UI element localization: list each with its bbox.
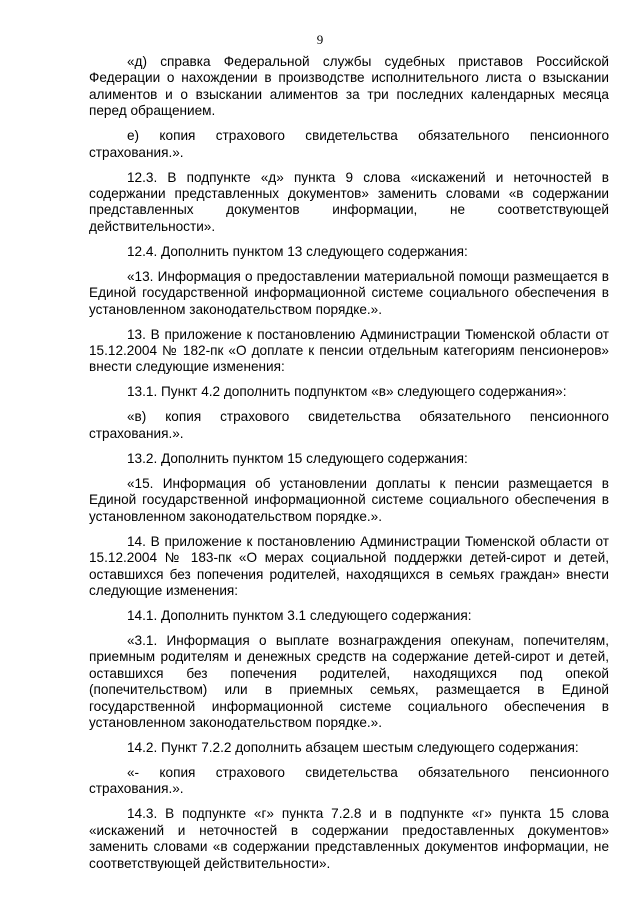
paragraph-15-pension-supplement: «15. Информация об установлении доплаты к пенсии размещается в Единой государственной информационной системе социального обеспечения в установленном законодательством порядке.». bbox=[89, 475, 609, 524]
paragraph-13: 13. В приложение к постановлению Администрации Тюменской области от 15.12.2004 № 182-пк «О доплате к пенсии отдельным категориям пенсионеров» внести следующие изменения: bbox=[89, 326, 609, 375]
document-body bbox=[89, 54, 609, 872]
paragraph-14-2: 14.2. Пункт 7.2.2 дополнить абзацем шестым следующего содержания: bbox=[127, 739, 579, 755]
page-number: 9 bbox=[316, 32, 324, 47]
paragraph-3-1-guardians: «3.1. Информация о выплате вознаграждения опекунам, попечителям, приемным родителям и денежных средств на содержание детей-сирот и детей, оставшихся без попечения родителей, находящихся под опекой (попечительством) или в приемных семьях, размещается в Единой государственной информационной системе социального обеспечения в установленном законодательством порядке.». bbox=[89, 632, 609, 730]
paragraph-14-3: 14.3. В подпункте «г» пункта 7.2.8 и в подпункте «г» пункта 15 слова «искажений и неточностей в содержании предоставленных документов» заменить словами «в содержании представленных документов информации, не соответствующей действительности». bbox=[89, 806, 609, 871]
paragraph-14-1: 14.1. Дополнить пунктом 3.1 следующего содержания: bbox=[127, 607, 472, 623]
paragraph-13-1-v: «в) копия страхового свидетельства обязательного пенсионного страхования.». bbox=[89, 409, 609, 441]
paragraph-12-4: 12.4. Дополнить пунктом 13 следующего содержания: bbox=[127, 243, 468, 259]
paragraph-14-2-insurance-copy: «- копия страхового свидетельства обязательного пенсионного страхования.». bbox=[89, 764, 609, 797]
paragraph-13-material-aid: «13. Информация о предоставлении материальной помощи размещается в Единой государственной информационной системе социального обеспечения в установленном законодательством порядке.». bbox=[89, 268, 609, 317]
paragraph-e-insurance-copy: е) копия страхового свидетельства обязательного пенсионного страхования.». bbox=[89, 128, 609, 160]
paragraph-12-3: 12.3. В подпункте «д» пункта 9 слова «искажений и неточностей в содержании представленных документов» заменить словами «в содержании представленных документов информации, не соответствующей действительности». bbox=[89, 169, 609, 234]
paragraph-13-2: 13.2. Дополнить пунктом 15 следующего содержания: bbox=[127, 450, 468, 466]
paragraph-14: 14. В приложение к постановлению Администрации Тюменской области от 15.12.2004 № 183-пк «О мерах социальной поддержки детей-сирот и детей, оставшихся без попечения родителей, находящихся в семьях граждан» внести следующие изменения: bbox=[89, 533, 609, 598]
paragraph-d-certificate: «д) справка Федеральной службы судебных приставов Российской Федерации о нахождении в производстве исполнительного листа о взыскании алиментов и о взыскании алиментов за три последних календарных месяца перед обращением. bbox=[89, 54, 609, 119]
paragraph-13-1: 13.1. Пункт 4.2 дополнить подпунктом «в» следующего содержания»: bbox=[127, 384, 567, 400]
